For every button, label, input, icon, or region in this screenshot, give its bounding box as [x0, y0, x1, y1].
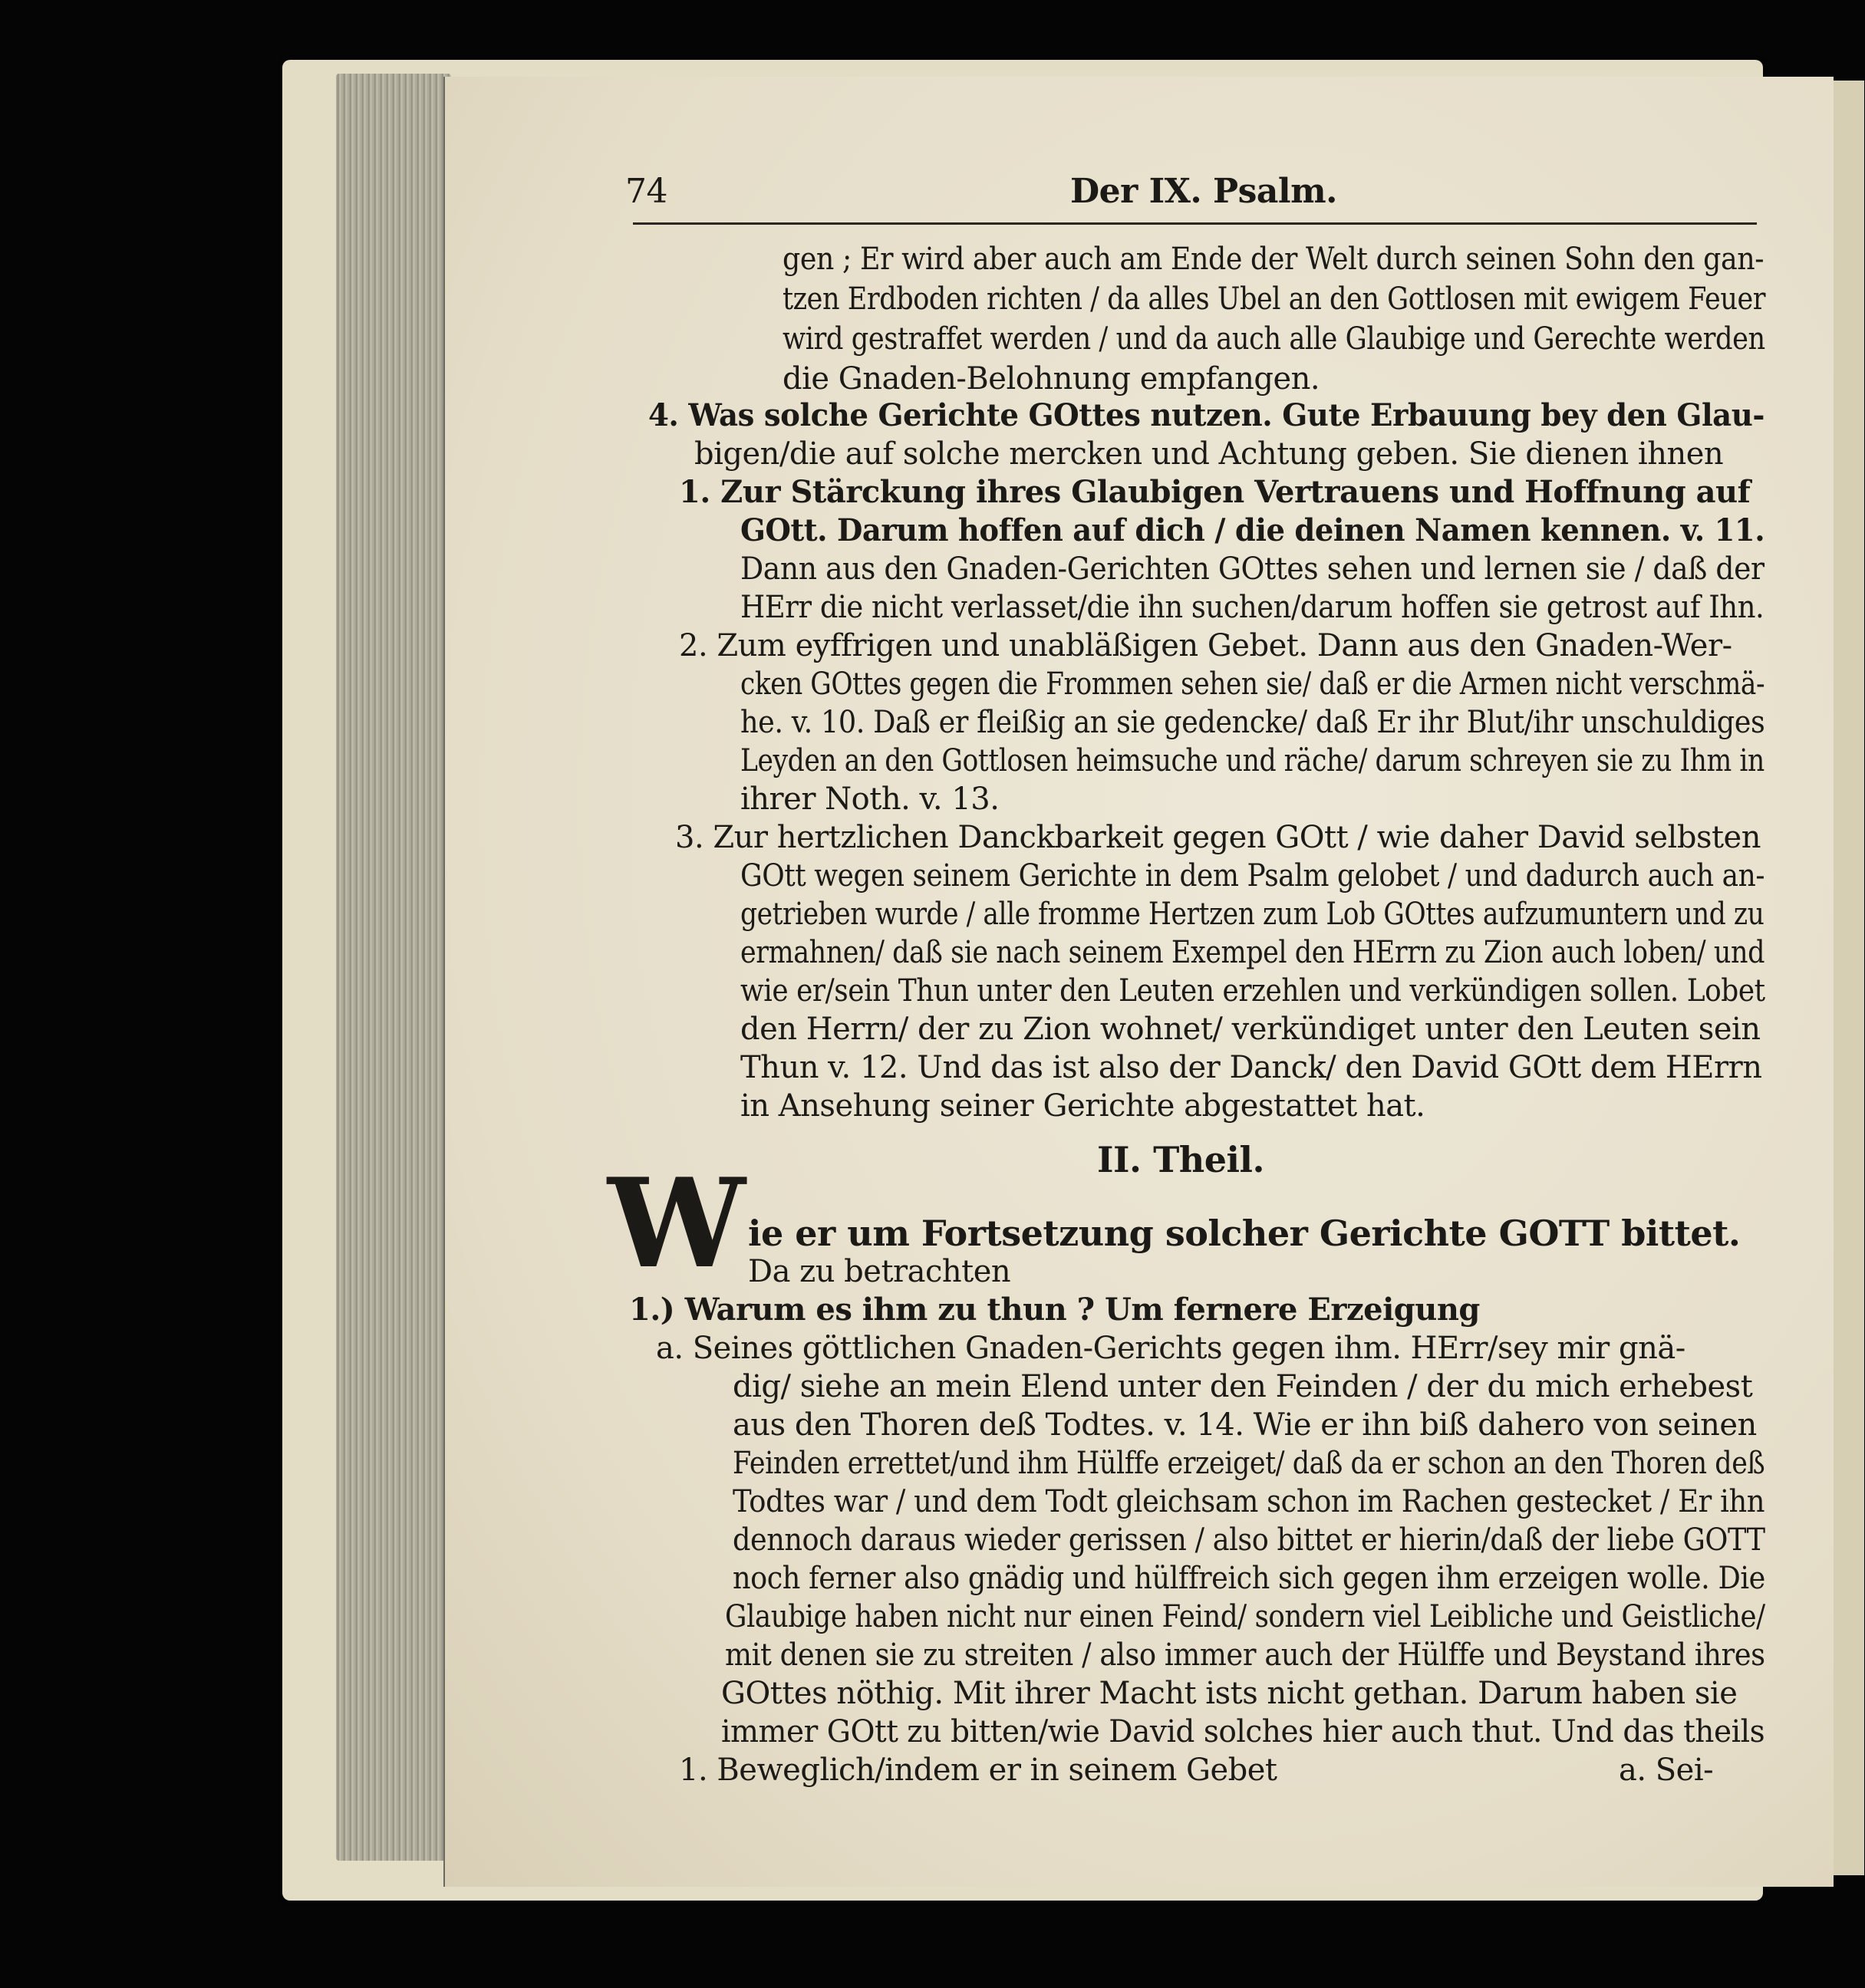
text-line: bigen/die auf solche mercken und Achtung geben. Sie dienen ihnen	[694, 436, 1724, 472]
text-line: 1. Zur Stärckung ihres Glaubigen Vertrauens und Hoffnung auf	[679, 474, 1751, 510]
text-line: GOtt. Darum hoffen auf dich / die deinen Namen kennen. v. 11.	[740, 512, 1765, 548]
text-line: getrieben wurde / alle fromme Hertzen zum Lob GOttes aufzumuntern und zu	[740, 897, 1765, 932]
catchword: a. Sei-	[1619, 1753, 1714, 1788]
text-line: GOtt wegen seinem Gerichte in dem Psalm gelobet / und dadurch auch an-	[740, 858, 1765, 894]
text-line: dennoch daraus wieder gerissen / also bittet er hierin/daß der liebe GOTT	[733, 1522, 1765, 1558]
text-line: wie er/sein Thun unter den Leuten erzehlen und verkündigen sollen. Lobet	[740, 973, 1765, 1009]
text-line: GOttes nöthig. Mit ihrer Macht ists nicht gethan. Darum haben sie	[721, 1676, 1738, 1711]
header-rule	[633, 222, 1757, 225]
text-line: he. v. 10. Daß er fleißig an sie gedencke/ daß Er ihr Blut/ihr unschuldiges	[740, 705, 1765, 740]
text-line: HErr die nicht verlasset/die ihn suchen/darum hoffen sie getrost auf Ihn.	[740, 590, 1765, 625]
page-number: 74	[625, 172, 667, 211]
text-line: 1.) Warum es ihm zu thun ? Um fernere Erzeigung	[629, 1292, 1480, 1328]
text-line: ie er um Fortsetzung solcher Gerichte GOTT bittet.	[748, 1213, 1741, 1254]
text-line: Feinden errettet/und ihm Hülffe erzeiget/ daß da er schon an den Thoren deß	[733, 1446, 1765, 1481]
text-line: wird gestraffet werden / und da auch alle Glaubige und Gerechte werden	[783, 321, 1765, 357]
text-line: ermahnen/ daß sie nach seinem Exempel den HErrn zu Zion auch loben/ und	[740, 935, 1765, 970]
text-line: in Ansehung seiner Gerichte abgestattet hat.	[740, 1088, 1425, 1124]
text-line: 1. Beweglich/indem er in seinem Gebet	[679, 1753, 1277, 1788]
text-line: mit denen sie zu streiten / also immer auch der Hülffe und Beystand ihres	[725, 1637, 1765, 1673]
text-line: Todtes war / und dem Todt gleichsam schon im Rachen gestecket / Er ihn	[733, 1484, 1765, 1519]
text-line: Dann aus den Gnaden-Gerichten GOttes sehen und lernen sie / daß der	[740, 551, 1765, 587]
text-line: Glaubige haben nicht nur einen Feind/ sondern viel Leibliche und Geistliche/	[725, 1599, 1765, 1634]
text-line: Leyden an den Gottlosen heimsuche und räche/ darum schreyen sie zu Ihm in	[740, 743, 1765, 778]
text-line: den Herrn/ der zu Zion wohnet/ verkündiget unter den Leuten sein	[740, 1012, 1761, 1047]
text-line: dig/ siehe an mein Elend unter den Feinden / der du mich erhebest	[733, 1369, 1753, 1404]
text-line: 2. Zum eyffrigen und unabläßigen Gebet. Dann aus den Gnaden-Wer-	[679, 628, 1732, 663]
drop-cap: W	[608, 1151, 746, 1295]
text-line: a. Seines göttlichen Gnaden-Gerichts gegen ihm. HErr/sey mir gnä-	[656, 1331, 1685, 1366]
text-line: ihrer Noth. v. 13.	[740, 782, 1000, 817]
text-line: immer GOtt zu bitten/wie David solches hier auch thut. Und das theils	[721, 1714, 1765, 1749]
page-stack	[336, 74, 451, 1861]
text-line: gen ; Er wird aber auch am Ende der Welt durch seinen Sohn den gan-	[783, 242, 1765, 277]
text-line: noch ferner also gnädig und hülffreich sich gegen ihm erzeigen wolle. Die	[733, 1561, 1765, 1596]
text-line: 3. Zur hertzlichen Danckbarkeit gegen GOtt / wie daher David selbsten	[675, 820, 1761, 855]
section-heading: II. Theil.	[1097, 1139, 1264, 1180]
text-line: die Gnaden-Belohnung empfangen.	[783, 361, 1320, 397]
text-line: Da zu betrachten	[748, 1254, 1011, 1289]
text-line: cken GOttes gegen die Frommen sehen sie/ daß er die Armen nicht verschmä-	[740, 667, 1765, 702]
text-line: aus den Thoren deß Todtes. v. 14. Wie er ihn biß dahero von seinen	[733, 1407, 1757, 1443]
text-line: 4. Was solche Gerichte GOttes nutzen. Gute Erbauung bey den Glau-	[648, 397, 1765, 433]
running-title: Der IX. Psalm.	[1070, 172, 1337, 211]
text-line: Thun v. 12. Und das ist also der Danck/ den David GOtt dem HErrn	[740, 1050, 1762, 1085]
text-line: tzen Erdboden richten / da alles Ubel an den Gottlosen mit ewigem Feuer	[783, 281, 1766, 317]
